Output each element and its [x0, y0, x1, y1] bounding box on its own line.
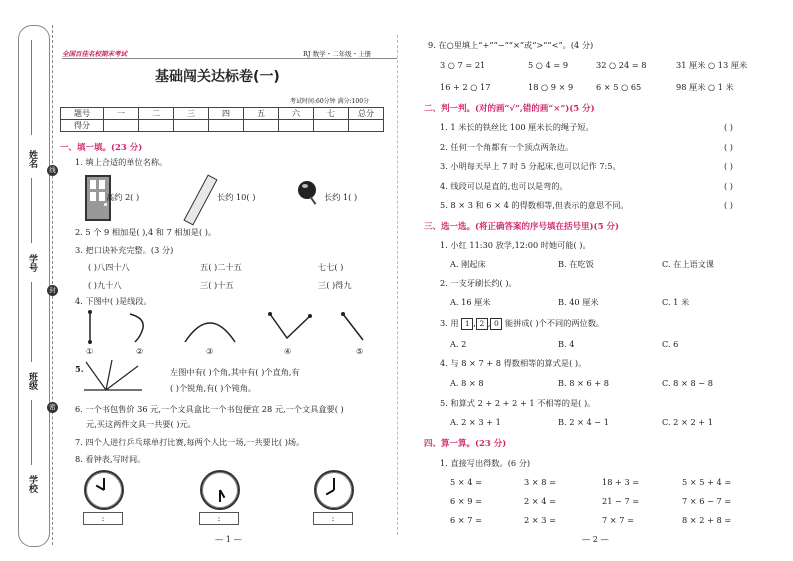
score-cell[interactable]	[209, 120, 244, 132]
choice-option[interactable]: A. 2 × 3 + 1	[450, 417, 501, 427]
calc-item[interactable]: 2 × 4 =	[524, 496, 556, 506]
q7-text: 7. 四个人进行乒乓球单打比赛,每两个人比一场,一共要比( )场。	[75, 437, 305, 447]
choice-option[interactable]: A. 16 厘米	[450, 297, 491, 307]
class-label: 班级	[27, 372, 37, 390]
q6-line2: 元,买这两件文具一共要( )元。	[86, 419, 196, 429]
judge-item: 5. 8 × 3 和 6 × 4 的得数相等,但表示的意思不同。	[440, 200, 629, 210]
number-card: 0	[490, 318, 502, 330]
page-title: 基础闯关达标卷(一)	[155, 69, 280, 85]
ruler-icon	[183, 174, 217, 225]
table-cell: 得分	[61, 120, 104, 132]
school-label: 学校	[27, 475, 37, 493]
table-cell: 总分	[349, 108, 384, 120]
seal-secret-mark: 密	[47, 402, 58, 413]
choice-option[interactable]: A. 刚起床	[450, 259, 486, 269]
q3-item[interactable]: 五( )二十五	[200, 262, 242, 272]
judge-answer[interactable]: ( )	[724, 142, 733, 152]
calc-item[interactable]: 18 + 3 =	[602, 477, 640, 487]
seal-seal-mark: 封	[47, 285, 58, 296]
pushpin-icon	[298, 181, 316, 199]
seal-line-mark: 线	[47, 165, 58, 176]
calc-item[interactable]: 21 − 7 =	[602, 496, 640, 506]
q5-line2: ( )个锐角,有( )个钝角。	[170, 383, 257, 393]
q9-item[interactable]: 3 ○ 7 = 21	[440, 60, 486, 70]
choice-option[interactable]: C. 6	[662, 339, 679, 349]
q4-label: ⑤	[356, 346, 364, 356]
q9-item[interactable]: 98 厘米 ○ 1 米	[676, 82, 734, 92]
calc-item[interactable]: 7 × 7 =	[602, 515, 634, 525]
clock-face-icon	[84, 470, 124, 510]
calc-item[interactable]: 6 × 9 =	[450, 496, 482, 506]
choice-question: 4. 与 8 × 7 + 8 得数相等的算式是( )。	[440, 358, 587, 368]
clock-face-icon	[314, 470, 354, 510]
class-id-line	[31, 178, 32, 243]
figure-segment	[88, 310, 92, 344]
calc-question: 1. 直接写出得数。(6 分)	[440, 458, 531, 468]
calc-item[interactable]: 2 × 3 =	[524, 515, 556, 525]
q9-item[interactable]: 32 ○ 24 = 8	[596, 60, 647, 70]
choice-option[interactable]: C. 8 × 8 − 8	[662, 378, 713, 388]
section-1-heading: 一、填一填。(23 分)	[60, 143, 143, 153]
choice-option[interactable]: B. 在吃饭	[558, 259, 594, 269]
calc-item[interactable]: 3 × 8 =	[524, 477, 556, 487]
calc-item[interactable]: 5 × 5 + 4 =	[682, 477, 732, 487]
calc-item[interactable]: 6 × 7 =	[450, 515, 482, 525]
figure-curve	[130, 314, 143, 342]
clock-time-input[interactable]: :	[313, 512, 353, 525]
table-cell: 六	[279, 108, 314, 120]
score-cell[interactable]	[279, 120, 314, 132]
q3-item[interactable]: 三( )十五	[200, 280, 234, 290]
q3-item[interactable]: 七七( )	[318, 262, 344, 272]
q6-line1: 6. 一个书包售价 36 元,一个文具盒比一个书包便宜 28 元,一个文具盒要( )	[75, 404, 344, 414]
q3-text: 3. 把口诀补充完整。(3 分)	[75, 245, 174, 255]
q1-answer-c[interactable]: 长约 1( )	[324, 192, 358, 202]
class-line	[31, 282, 32, 362]
choice-option[interactable]: B. 2 × 4 − 1	[558, 417, 609, 427]
score-table-score-row	[61, 120, 384, 132]
choice-question: 2. 一支牙刷长约( )。	[440, 278, 517, 288]
score-cell[interactable]	[349, 120, 384, 132]
choice-option[interactable]: B. 8 × 6 + 8	[558, 378, 609, 388]
page-number-1: — 1 —	[215, 534, 242, 544]
q9-item[interactable]: 31 厘米 ○ 13 厘米	[676, 60, 748, 70]
q9-item[interactable]: 5 ○ 4 = 9	[528, 60, 569, 70]
choice-question: 5. 和算式 2 + 2 + 2 + 1 不相等的是( )。	[440, 398, 596, 408]
score-cell[interactable]	[139, 120, 174, 132]
q3-suffix: 能拼成( )个不同的两位数。	[505, 318, 605, 328]
q1-answer-a[interactable]: 高约 2( )	[106, 192, 140, 202]
table-cell: 三	[174, 108, 209, 120]
name-label: 姓名	[27, 150, 37, 168]
q9-item[interactable]: 6 × 5 ○ 65	[596, 82, 642, 92]
q4-label: ①	[86, 346, 94, 356]
clock-face-icon	[200, 470, 240, 510]
section-2-heading: 二、判一判。(对的画“√”,错的画“×”)(5 分)	[424, 104, 595, 114]
q3-item[interactable]: 三( )得九	[318, 280, 352, 290]
calc-item[interactable]: 8 × 2 + 8 =	[682, 515, 732, 525]
clock-time-input[interactable]: :	[199, 512, 239, 525]
table-cell: 二	[139, 108, 174, 120]
calc-item[interactable]: 5 × 4 =	[450, 477, 482, 487]
choice-option[interactable]: B. 4	[558, 339, 575, 349]
q5-angle-figure	[82, 358, 144, 396]
choice-option[interactable]: C. 2 × 2 + 1	[662, 417, 713, 427]
choice-question: 3. 用 1 , 2 , 0 能拼成( )个不同的两位数。	[440, 318, 605, 328]
q3-item[interactable]: ( )八四十八	[88, 262, 130, 272]
q1-text: 1. 填上合适的单位名称。	[75, 157, 168, 167]
binding-frame	[18, 25, 50, 547]
calc-item[interactable]: 7 × 6 − 7 =	[682, 496, 732, 506]
table-cell: 五	[244, 108, 279, 120]
judge-answer[interactable]: ( )	[724, 161, 733, 171]
figure-arc	[185, 323, 235, 342]
score-table	[60, 107, 384, 132]
choice-option[interactable]: C. 1 米	[662, 297, 690, 307]
header-rule	[62, 58, 397, 59]
q4-label: ④	[284, 346, 292, 356]
table-cell: 七	[314, 108, 349, 120]
judge-answer[interactable]: ( )	[724, 122, 733, 132]
choice-option[interactable]: C. 在上语文课	[662, 259, 715, 269]
page-divider	[397, 35, 398, 535]
score-cell[interactable]	[244, 120, 279, 132]
page-number-2: — 2 —	[582, 534, 609, 544]
banner: 全国百佳名校期末考试	[62, 50, 127, 58]
section-3-heading: 三、选一选。(将正确答案的序号填在括号里)(5 分)	[424, 222, 619, 232]
q4-label: ③	[206, 346, 214, 356]
q1-answer-b[interactable]: 长约 10( )	[217, 192, 256, 202]
judge-answer[interactable]: ( )	[724, 200, 733, 210]
q4-figures	[75, 308, 375, 348]
q5-line1: 左图中有( )个角,其中有( )个直角,有	[170, 367, 300, 377]
judge-item: 1. 1 米长的铁丝比 100 厘米长的绳子短。	[440, 122, 594, 132]
name-line	[31, 40, 32, 135]
q4-text: 4. 下图中( )是线段。	[75, 296, 152, 306]
q2-text: 2. 5 个 9 相加是( ),4 和 7 相加是( )。	[75, 227, 217, 237]
number-card: 1	[461, 318, 473, 330]
judge-item: 4. 线段可以是直的,也可以是弯的。	[440, 181, 568, 191]
judge-answer[interactable]: ( )	[724, 181, 733, 191]
choice-option[interactable]: A. 8 × 8	[450, 378, 484, 388]
edition: RJ 数学・二年级・上册	[303, 50, 372, 58]
q8-text: 8. 看钟表,写时间。	[75, 454, 146, 464]
table-cell: 题号	[61, 108, 104, 120]
q9-item[interactable]: 16 + 2 ○ 17	[440, 82, 491, 92]
section-4-heading: 四、算一算。(23 分)	[424, 439, 507, 449]
q3-item[interactable]: ( )九十八	[88, 280, 122, 290]
score-cell[interactable]	[104, 120, 139, 132]
figure-angle	[268, 312, 312, 338]
table-cell: 四	[209, 108, 244, 120]
choice-question: 1. 小红 11:30 放学,12:00 时她可能( )。	[440, 240, 591, 250]
school-line	[31, 400, 32, 465]
score-cell[interactable]	[314, 120, 349, 132]
score-table-header-row	[61, 108, 384, 120]
judge-item: 3. 小明每天早上 7 时 5 分起床,也可以记作 7:5。	[440, 161, 621, 171]
number-card: 2	[476, 318, 488, 330]
choice-option[interactable]: A. 2	[450, 339, 467, 349]
q3-prefix: 3. 用	[440, 318, 459, 328]
q9-text: 9. 在○里填上“+”“−”“×”或“>”“<”。(4 分)	[428, 40, 594, 50]
exam-info: 考试时间:60分钟 满分:100分	[290, 98, 370, 105]
q5-number: 5.	[75, 364, 84, 374]
class-id-label: 学号	[27, 254, 37, 272]
choice-option[interactable]: B. 40 厘米	[558, 297, 599, 307]
clock-time-input[interactable]: :	[83, 512, 123, 525]
judge-item: 2. 任何一个角都有一个顶点两条边。	[440, 142, 574, 152]
q4-label: ②	[136, 346, 144, 356]
figure-ray	[341, 312, 363, 340]
score-cell[interactable]	[174, 120, 209, 132]
q9-item[interactable]: 18 ○ 9 × 9	[528, 82, 574, 92]
table-cell: 一	[104, 108, 139, 120]
